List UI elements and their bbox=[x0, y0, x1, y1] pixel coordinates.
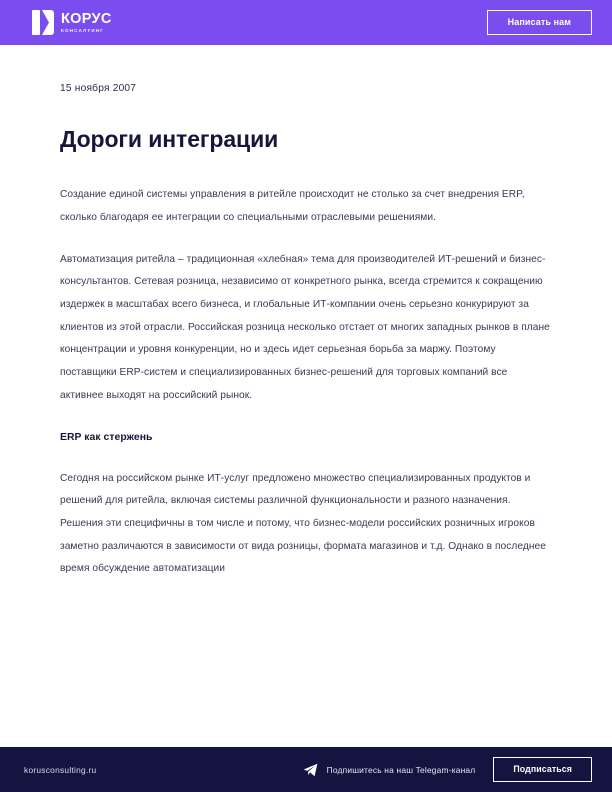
article-date: 15 ноября 2007 bbox=[60, 83, 137, 94]
section-heading: ERP как стержень bbox=[60, 432, 153, 444]
article-paragraph: Создание единой системы управления в ритейле происходит не столько за счет внедрения ERP, сколько благодаря ее интеграции со специальными отраслевыми решениями. bbox=[60, 189, 525, 224]
site-header bbox=[0, 0, 612, 45]
article-content bbox=[0, 45, 612, 747]
subscribe-button[interactable]: Подписаться bbox=[493, 757, 592, 782]
telegram-subscribe-text: Подпишитесь на наш Telegam-канал bbox=[326, 764, 476, 775]
contact-us-button[interactable]: Написать нам bbox=[487, 10, 592, 35]
article-paragraph: Автоматизация ритейла – традиционная «хлебная» тема для производителей ИТ-решений и бизнес-консультантов. Сетевая розница, независимо от конкретного рынка, всегда стремится к сокращению издержек в масштабах всего бизнеса, и глобальные ИТ-компании очень серьезно конкурируют за клиентов из этой отрасли. Российская розница несколько отстает от многих западных рынков в плане концентрации и уровня конкуренции, но и здесь идет серьезная борьба за маржу. Поэтому поставщики ERP-систем и специализированных бизнес-решений для торговых компаний все активнее выходят на российский рынок. bbox=[60, 253, 550, 401]
article-body bbox=[60, 184, 552, 581]
brand-logo[interactable] bbox=[32, 10, 112, 35]
telegram-paper-plane-icon bbox=[303, 763, 318, 777]
site-footer bbox=[0, 747, 612, 792]
telegram-subscribe-group[interactable] bbox=[303, 763, 476, 777]
brand-wordmark bbox=[61, 12, 112, 34]
page-title: Дороги интеграции bbox=[60, 126, 279, 152]
korus-logo-mark-icon bbox=[32, 10, 54, 35]
brand-name: КОРУС bbox=[61, 10, 112, 27]
article-paragraph: Сегодня на российском рынке ИТ-услуг предложено множество специализированных продуктов и решений для ритейла, включая системы различной функциональности и разного назначения. Решения эти специфичны в том числе и потому, что бизнес-модели российских розничных игроков заметно различаются в зависимости от вида розницы, формата магазинов и т.д. Однако в последнее время обсуждение автоматизации bbox=[60, 472, 546, 575]
footer-site-url[interactable]: korusconsulting.ru bbox=[24, 764, 97, 775]
brand-subtitle: КОНСАЛТИНГ bbox=[61, 27, 105, 33]
